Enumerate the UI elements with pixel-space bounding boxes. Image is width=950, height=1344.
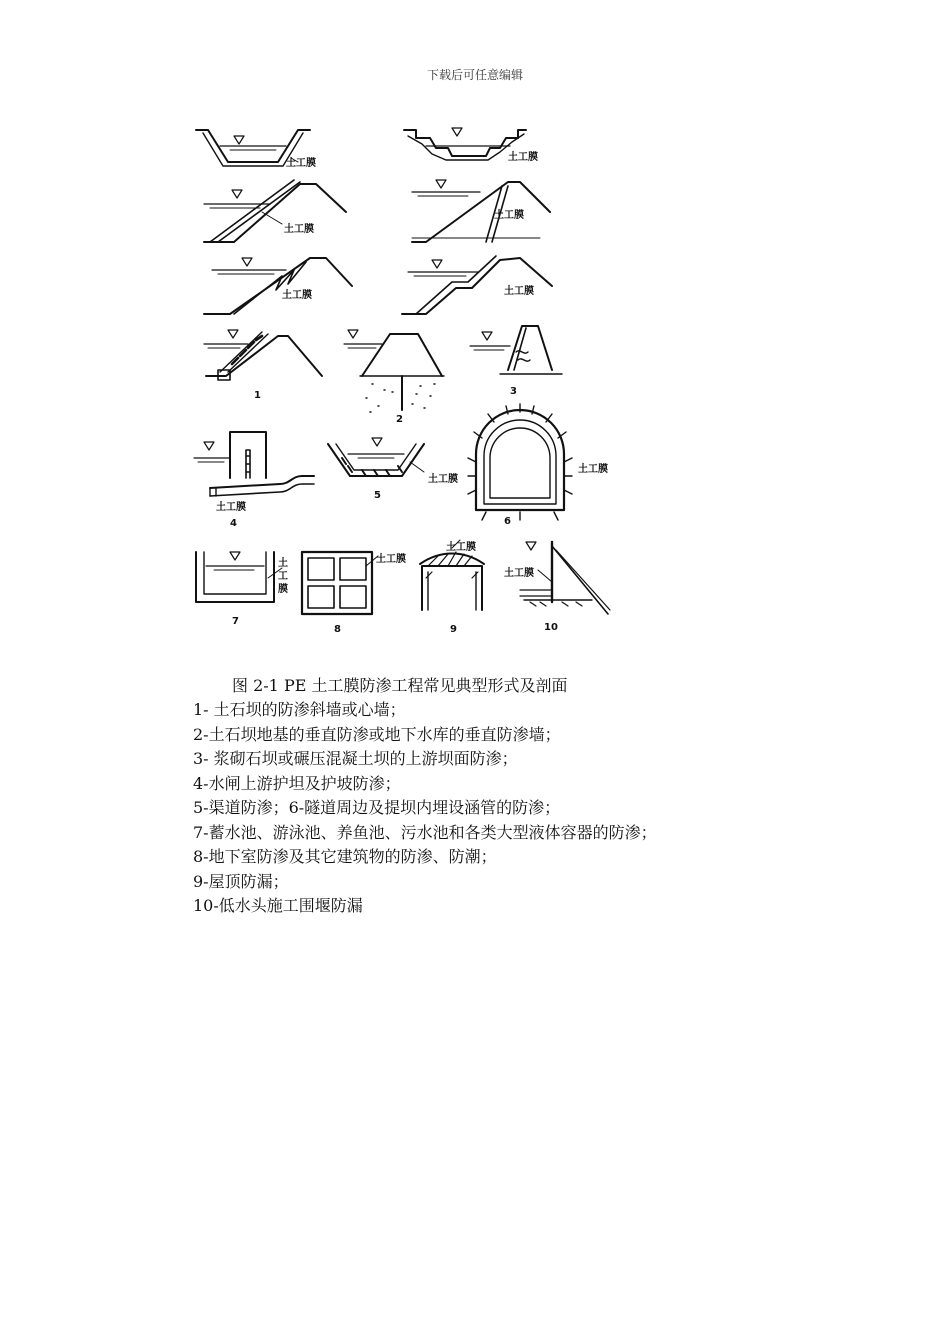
panel-8-basement [302,552,378,614]
panel-number: 7 [232,616,239,627]
panel-5-channel-lining [328,438,424,476]
panel-number: 3 [510,386,517,397]
legend-item: 3- 浆砌石坝或碾压混凝土坝的上游坝面防渗； [193,749,518,768]
panel-number: 10 [544,622,558,633]
page-header: 下载后可任意编辑 [426,68,523,82]
figure-caption: 图 2-1 PE 土工膜防渗工程常见典型形式及剖面 [232,676,568,695]
panel-number: 2 [396,414,403,425]
panel-number: 9 [450,624,457,635]
panel-number: 6 [504,516,511,527]
membrane-label: 土工膜 [216,502,246,513]
figure-legend-list [193,698,657,919]
dam-section-left [204,180,346,242]
panel-1-dam-core [204,330,322,380]
panel-4-sluice-apron [194,432,314,496]
membrane-label-char: 膜 [278,584,288,595]
legend-item: 1- 土石坝的防渗斜墙或心墙； [193,700,406,719]
panel-number: 4 [230,518,237,529]
panel-number: 1 [254,390,261,401]
membrane-label: 土工膜 [446,542,476,553]
legend-item: 4-水闸上游护坦及护坡防渗； [193,773,401,793]
panel-6-tunnel-lining [468,404,572,520]
membrane-label: 土工膜 [504,286,534,297]
legend-item: 10-低水头施工围堰防漏 [193,896,363,915]
diagram-svg [190,120,620,640]
legend-item: 5-渠道防渗；6-隧道周边及提坝内埋设涵管的防渗； [193,798,561,817]
legend-item: 8-地下室防渗及其它建筑物的防渗、防潮； [193,847,497,866]
membrane-label-char: 土 [278,558,288,569]
membrane-label: 土工膜 [284,224,314,235]
membrane-label-char: 工 [278,571,288,582]
membrane-label: 土工膜 [504,568,534,579]
panel-number: 8 [334,624,341,635]
membrane-label: 土工膜 [578,464,608,475]
panel-2-vertical-cutoff [344,330,444,412]
panel-3-gravity-dam-face [470,326,562,374]
membrane-label: 土工膜 [494,210,524,221]
dam-section-right [412,180,550,242]
panel-number: 5 [374,490,381,501]
membrane-label: 土工膜 [376,554,406,565]
dam-stepped-right [402,256,552,314]
membrane-label: 土工膜 [286,158,316,169]
legend-item: 2-土石坝地基的垂直防渗或地下水库的垂直防渗墙； [193,724,561,744]
geomembrane-diagram [190,120,620,640]
panel-7-reservoir [196,552,282,602]
dam-stepped-left [204,258,352,314]
membrane-label: 土工膜 [428,474,458,485]
membrane-label: 土工膜 [282,290,312,301]
legend-item: 7-蓄水池、游泳池、养鱼池、污水池和各类大型液体容器的防渗； [193,822,657,842]
legend-item: 9-屋顶防漏； [193,871,289,891]
membrane-label: 土工膜 [508,152,538,163]
